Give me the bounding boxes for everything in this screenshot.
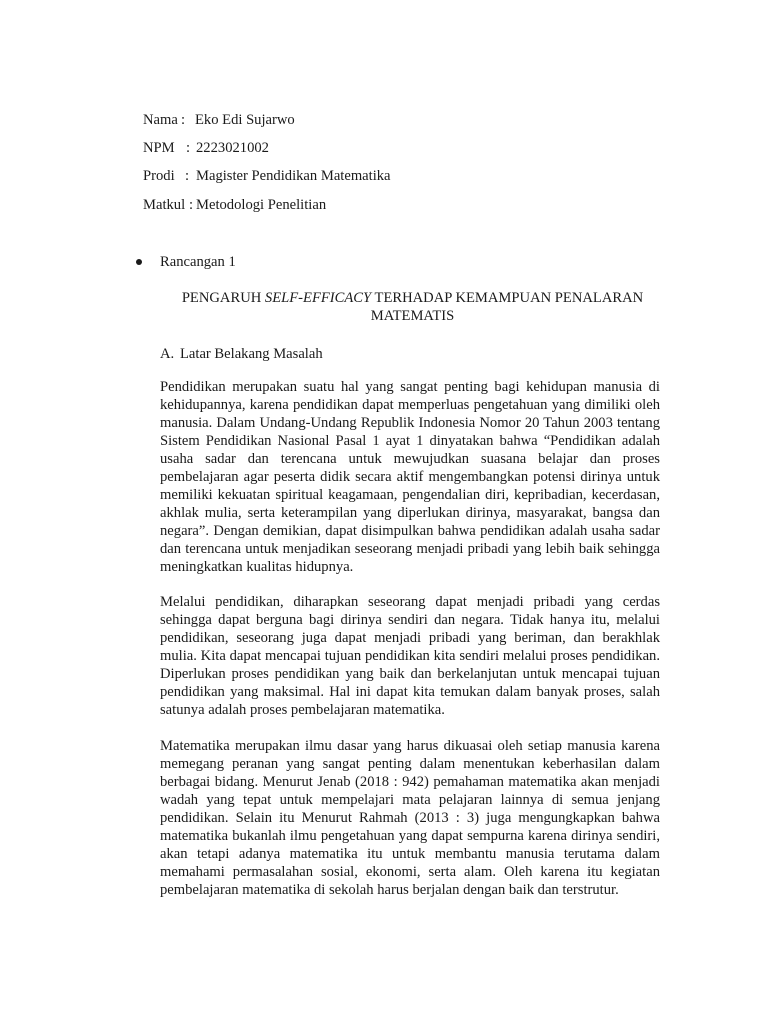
bullet-item (136, 252, 236, 272)
identity-matkul-row (143, 195, 326, 215)
section-title: Latar Belakang Masalah (180, 346, 323, 362)
identity-value: Eko Edi Sujarwo (195, 112, 295, 128)
identity-colon: : (181, 112, 186, 128)
title-part-2: TERHADAP KEMAMPUAN PENALARAN MATEMATIS (370, 290, 644, 324)
section-letter: A. (160, 346, 175, 362)
identity-colon: : (189, 197, 194, 213)
identity-npm-row (143, 138, 269, 158)
identity-value: Metodologi Penelitian (196, 197, 327, 213)
identity-label: Nama (143, 112, 178, 128)
section-heading (160, 344, 323, 364)
paragraph-1: Pendidikan merupakan suatu hal yang sangat penting bagi kehidupan manusia di kehidupannya, karena pendidikan dapat memperluas pengetahuan yang dimiliki oleh manusia. Dalam Undang-Undang Republik Indonesia Nomor 20 Tahun 2003 tentang Sistem Pendidikan Nasional Pasal 1 ayat 1 dinyatakan bahwa “Pendidikan adalah usaha sadar dan terencana untuk mewujudkan suasana belajar dan proses pembelajaran agar peserta didik secara aktif mengembangkan potensi dirinya untuk memiliki kekuatan spiritual keagamaan, pengendalian diri, kepribadian, kecerdasan, akhlak mulia, serta keterampilan yang diperlukan dirinya, masyarakat, bangsa dan negara”. Dengan demikian, dapat disimpulkan bahwa pendidikan adalah usaha sadar dan terencana untuk menjadikan seseorang menjadi pribadi yang lebih baik sehingga meningkatkan kualitas hidupnya. (160, 379, 660, 575)
identity-colon: : (185, 168, 190, 184)
identity-value: 2223021002 (196, 140, 269, 156)
paragraph-3: Matematika merupakan ilmu dasar yang harus dikuasai oleh setiap manusia karena memegang peranan yang sangat penting dalam menentukan keberhasilan dalam berbagai bidang. Menurut Jenab (2018 : 942) pemahaman matematika akan menjadi wadah yang tepat untuk mempelajari mata pelajaran lainnya di semua jenjang pendidikan. Selain itu Menurut Rahmah (2013 : 3) juga mengungkapkan bahwa matematika bukanlah ilmu pengetahuan yang dapat sempurna karena dirinya sendiri, akan tetapi adanya matematika itu untuk membantu manusia terutama dalam memahami permasalahan sosial, ekonomi, serta alam. Oleh karena itu kegiatan pembelajaran matematika di sekolah harus berjalan dengan baik dan terstrutur. (160, 738, 660, 898)
identity-colon: : (186, 140, 191, 156)
identity-label: Matkul (143, 197, 186, 213)
identity-prodi-row (143, 166, 391, 186)
bullet-text: Rancangan 1 (160, 254, 236, 270)
bullet-icon (136, 259, 142, 265)
identity-label: NPM (143, 140, 175, 156)
title-italic-term: SELF-EFFICACY (264, 290, 372, 306)
identity-value: Magister Pendidikan Matematika (196, 168, 391, 184)
paragraph-2: Melalui pendidikan, diharapkan seseorang dapat menjadi pribadi yang cerdas sehingga dapat berguna bagi dirinya sendiri dan negara. Tidak hanya itu, melalui pendidikan, seseorang juga dapat menjadi pribadi yang beriman, dan berakhlak mulia. Kita dapat mencapai tujuan pendidikan kita sendiri melalui proses pendidikan. Diperlukan proses pendidikan yang baik dan berkelanjutan untuk mencapai tujuan pendidikan yang maksimal. Hal ini dapat kita temukan dalam banyak proses, salah satunya adalah proses pembelajaran matematika. (160, 594, 660, 718)
title-part-1: PENGARUH (181, 290, 265, 306)
identity-name-row (143, 110, 295, 130)
document-title (160, 289, 665, 325)
identity-label: Prodi (143, 168, 175, 184)
